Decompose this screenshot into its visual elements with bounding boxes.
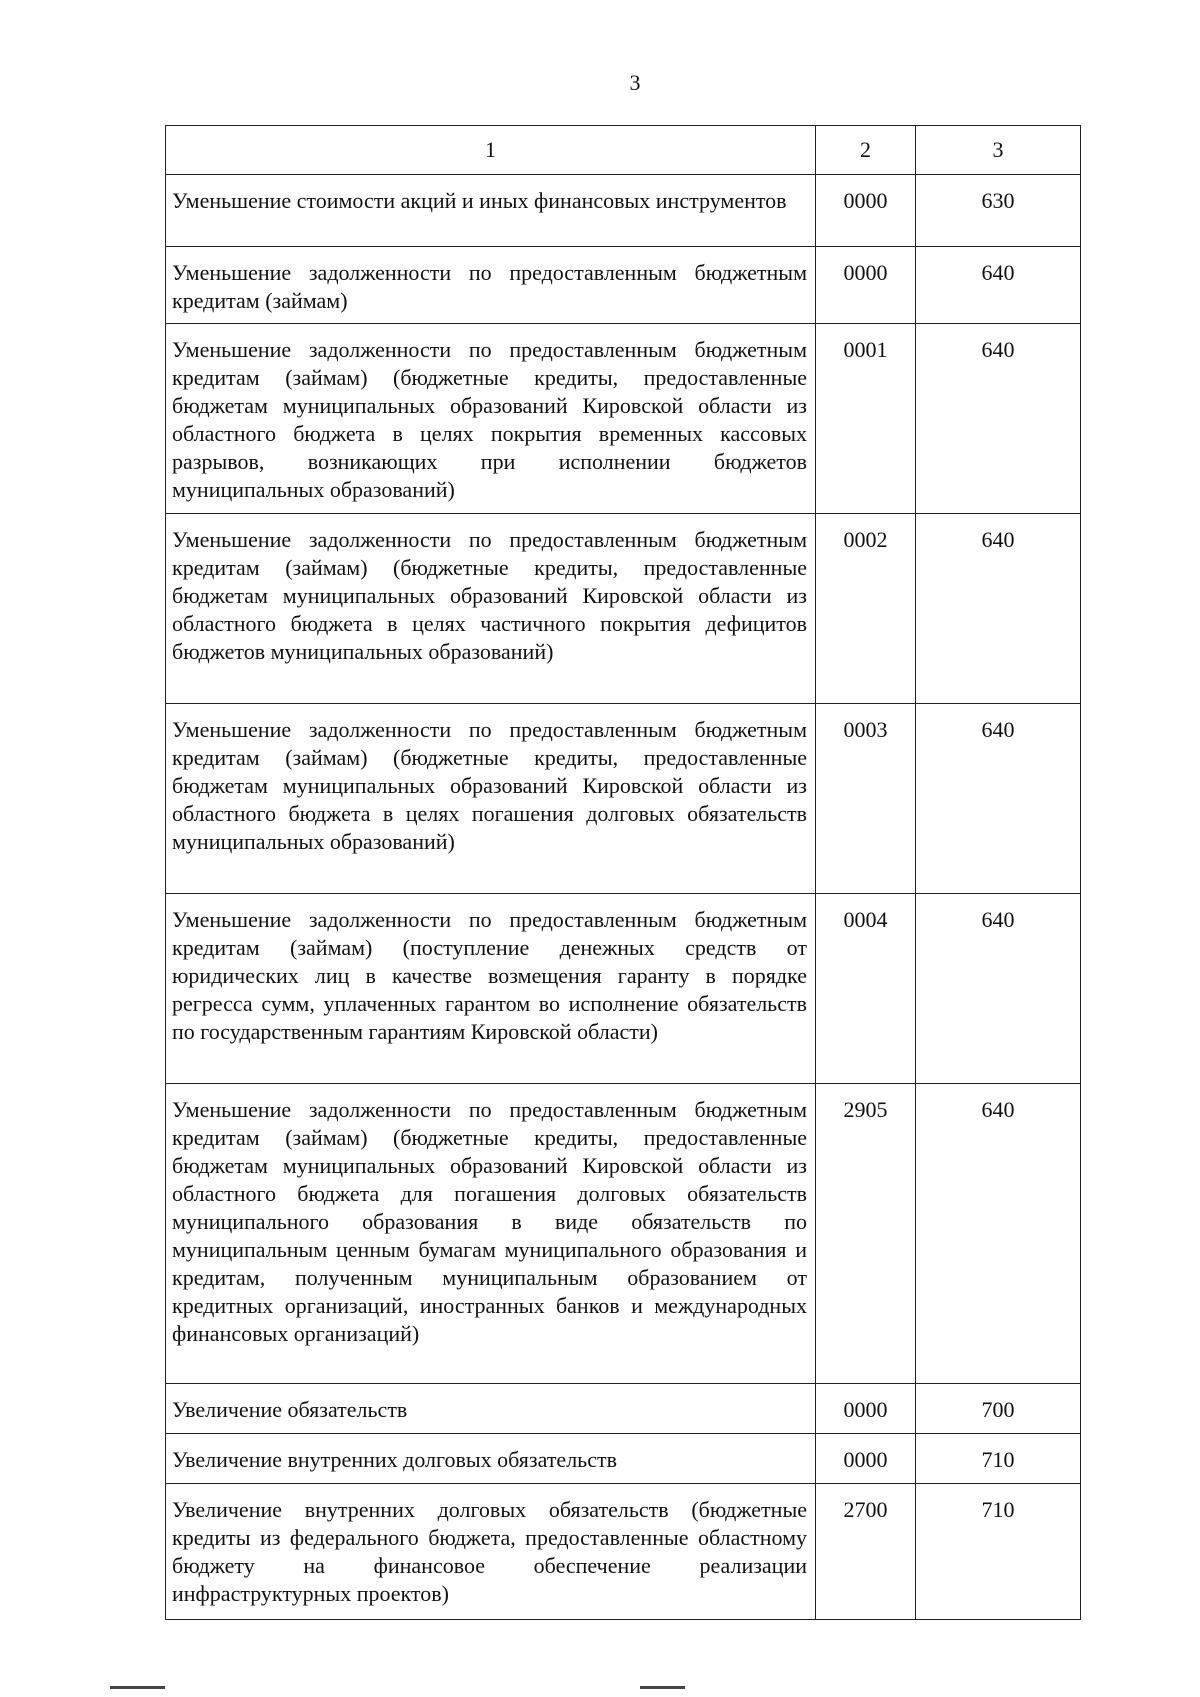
scan-mark [110,1686,165,1689]
column-header-1: 1 [166,126,816,175]
row-description: Уменьшение задолженности по предоставленным бюджетным кредитам (займам) (бюджетные кредиты, предоставленные бюджетам муниципальных образований Кировской области из областного бюджета в целях частичного покрытия дефицитов бюджетов муниципальных образований) [166,514,816,704]
table-row [166,704,1081,894]
table-header-row [166,126,1081,175]
table-row [166,1384,1081,1434]
table-row [166,247,1081,324]
scan-mark [640,1686,685,1689]
row-kind-code: 640 [916,704,1081,894]
row-kind-code: 640 [916,514,1081,704]
row-code: 0002 [816,514,916,704]
row-description: Уменьшение задолженности по предоставленным бюджетным кредитам (займам) (бюджетные кредиты, предоставленные бюджетам муниципальных образований Кировской области из областного бюджета в целях погашения долговых обязательств муниципальных образований) [166,704,816,894]
row-description: Увеличение обязательств [166,1384,816,1434]
scan-edge-marks [0,1686,1200,1692]
row-code: 2700 [816,1484,916,1620]
row-kind-code: 640 [916,1084,1081,1384]
row-kind-code: 710 [916,1434,1081,1484]
row-description: Уменьшение задолженности по предоставленным бюджетным кредитам (займам) (бюджетные кредиты, предоставленные бюджетам муниципальных образований Кировской области из областного бюджета в целях покрытия временных кассовых разрывов, возникающих при исполнении бюджетов муниципальных образований) [166,324,816,514]
column-header-3: 3 [916,126,1081,175]
row-kind-code: 630 [916,175,1081,247]
row-code: 0000 [816,247,916,324]
row-description: Уменьшение задолженности по предоставленным бюджетным кредитам (займам) (поступление денежных средств от юридических лиц в качестве возмещения гаранту в порядке регресса сумм, уплаченных гарантом во исполнение обязательств по государственным гарантиям Кировской области) [166,894,816,1084]
column-header-2: 2 [816,126,916,175]
row-code: 0000 [816,1434,916,1484]
table-row [166,175,1081,247]
row-code: 0003 [816,704,916,894]
row-description: Уменьшение задолженности по предоставленным бюджетным кредитам (займам) [166,247,816,324]
row-description: Уменьшение стоимости акций и иных финансовых инструментов [166,175,816,247]
row-code: 2905 [816,1084,916,1384]
table-row [166,1434,1081,1484]
table-row [166,514,1081,704]
row-code: 0000 [816,1384,916,1434]
row-description: Увеличение внутренних долговых обязательств (бюджетные кредиты из федерального бюджета, предоставленные областному бюджету на финансовое обеспечение реализации инфраструктурных проектов) [166,1484,816,1620]
row-kind-code: 710 [916,1484,1081,1620]
row-kind-code: 640 [916,894,1081,1084]
table-row [166,1484,1081,1620]
row-kind-code: 640 [916,247,1081,324]
row-kind-code: 640 [916,324,1081,514]
table-row [166,894,1081,1084]
row-description: Увеличение внутренних долговых обязательств [166,1434,816,1484]
budget-classification-table [165,125,1081,1620]
row-code: 0001 [816,324,916,514]
table-row [166,324,1081,514]
row-code: 0000 [816,175,916,247]
page-number: 3 [629,70,641,95]
table-row [166,1084,1081,1384]
row-kind-code: 700 [916,1384,1081,1434]
row-code: 0004 [816,894,916,1084]
row-description: Уменьшение задолженности по предоставленным бюджетным кредитам (займам) (бюджетные кредиты, предоставленные бюджетам муниципальных образований Кировской области из областного бюджета для погашения долговых обязательств муниципального образования в виде обязательств по муниципальным ценным бумагам муниципального образования и кредитам, полученным муниципальным образованием от кредитных организаций, иностранных банков и международных финансовых организаций) [166,1084,816,1384]
